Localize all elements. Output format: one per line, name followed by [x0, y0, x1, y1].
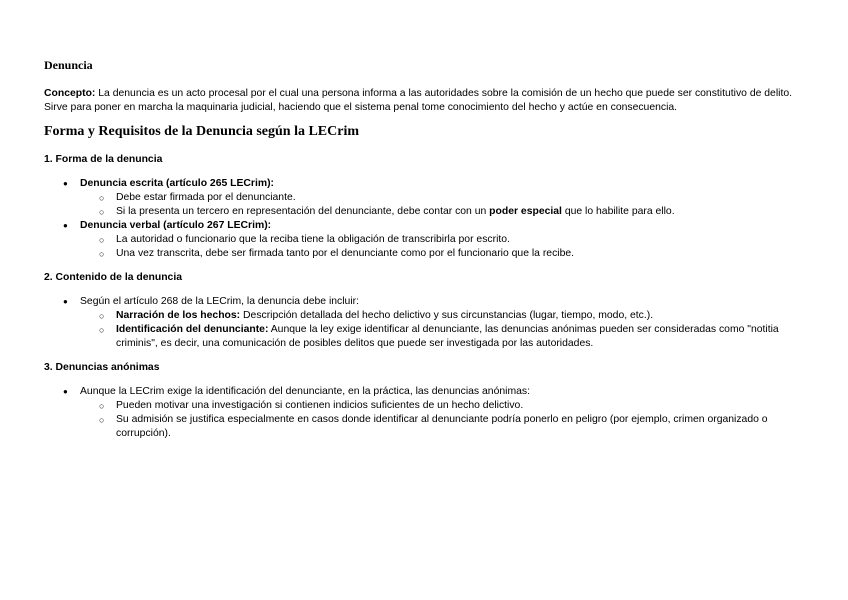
denuncia-verbal-sublist [80, 233, 809, 261]
identificacion-text: Aunque la ley exige identificar al denunciante, las denuncias anónimas pueden ser consideradas como "notitia criminis", es decir, una comunicación de posibles delitos que puede ser investigada por las autoridades. [116, 324, 779, 349]
list-item: ○ Una vez transcrita, debe ser firmada tanto por el denunciante como por el funcionario que la recibe. [44, 247, 809, 261]
list-item [44, 385, 809, 441]
section-3-intro: Aunque la LECrim exige la identificación del denunciante, en la práctica, las denuncias anónimas: [80, 386, 530, 397]
concepto-text: La denuncia es un acto procesal por el cual una persona informa a las autoridades sobre la comisión de un hecho que puede ser constitutivo de delito. Sirve para poner en marcha la maquinaria judicial, haciendo que el sistema penal tome conocimiento del hecho y actúe en consecuencia. [44, 88, 792, 113]
document-title: Denuncia [44, 58, 93, 72]
section-title: Forma y Requisitos de la Denuncia según la LECrim [44, 124, 360, 139]
narracion-text: Descripción detallada del hecho delictivo y sus circunstancias (lugar, tiempo, modo, etc.). [240, 310, 654, 321]
list-item [44, 205, 809, 219]
denuncia-escrita-sublist [80, 191, 809, 219]
list-item-denuncia-verbal [44, 219, 809, 261]
concepto-paragraph [44, 87, 809, 115]
list-item: ○ Pueden motivar una investigación si contienen indicios suficientes de un hecho delictivo. [44, 399, 809, 413]
poder-especial-text: poder especial [489, 206, 562, 217]
section-2-heading: 2. Contenido de la denuncia [44, 272, 182, 283]
section-3-sublist [80, 399, 809, 441]
list-item [44, 309, 809, 323]
section-2-intro: Según el artículo 268 de la LECrim, la denuncia debe incluir: [80, 296, 359, 307]
concepto-label: Concepto: [44, 88, 96, 99]
list-item-denuncia-escrita [44, 177, 809, 219]
section-2-list [44, 295, 809, 351]
list-item: ○ Debe estar firmada por el denunciante. [44, 191, 809, 205]
list-item: ○ La autoridad o funcionario que la reciba tiene la obligación de transcribirla por escrito. [44, 233, 809, 247]
denuncia-verbal-label: Denuncia verbal (artículo 267 LECrim): [80, 220, 272, 231]
list-item [44, 323, 809, 351]
narracion-label: Narración de los hechos: [116, 310, 241, 321]
list-item-text: que lo habilite para ello. [561, 206, 675, 217]
denuncia-escrita-label: Denuncia escrita (artículo 265 LECrim): [80, 178, 275, 189]
section-3-list [44, 385, 809, 441]
list-item-text: Si la presenta un tercero en representación del denunciante, debe contar con un [116, 206, 490, 217]
section-2-sublist [80, 309, 809, 351]
section-3-heading: 3. Denuncias anónimas [44, 362, 160, 373]
document-content [44, 58, 809, 451]
section-1-list [44, 177, 809, 261]
list-item: ○ Su admisión se justifica especialmente en casos donde identificar al denunciante podría ponerlo en peligro (por ejemplo, crimen organizado o corrupción). [44, 413, 809, 441]
identificacion-label: Identificación del denunciante: [116, 324, 269, 335]
section-1-heading: 1. Forma de la denuncia [44, 154, 163, 165]
list-item [44, 295, 809, 351]
